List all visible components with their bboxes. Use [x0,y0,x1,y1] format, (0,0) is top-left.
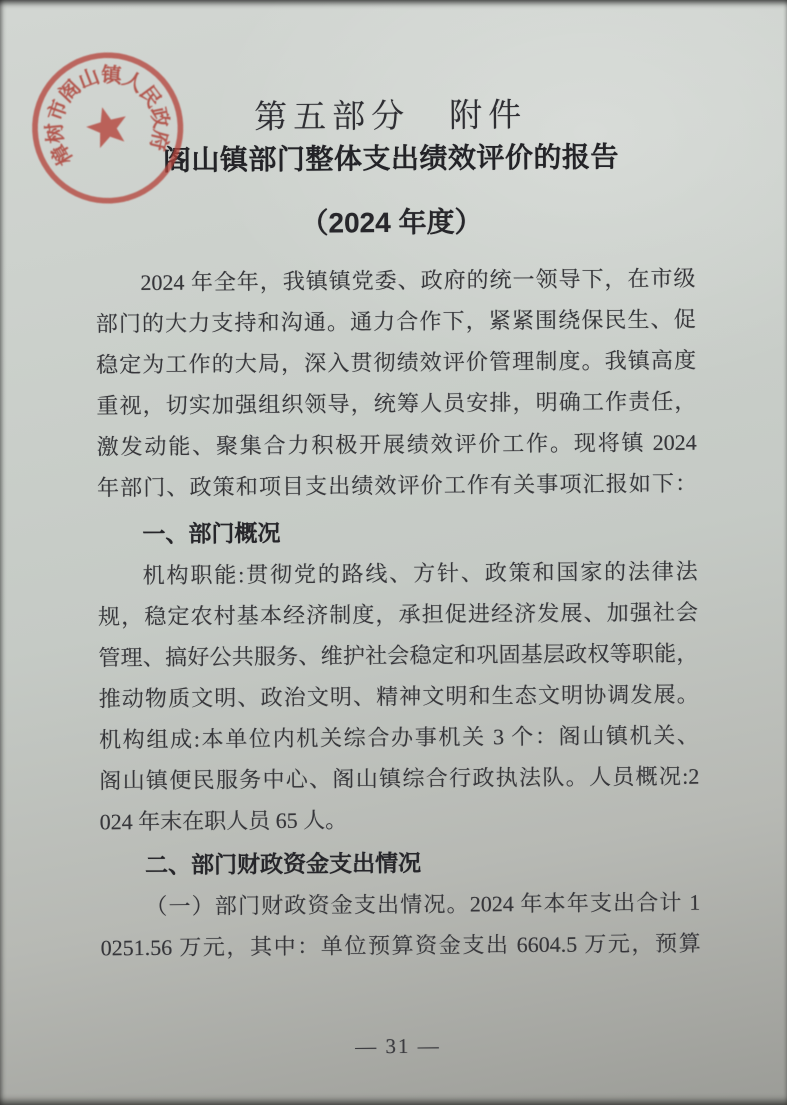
body-line: 0251.56 万元，其中：单位预算资金支出 6604.5 万元，预算 [100,930,701,961]
body-line: 2024 年全年，我镇镇党委、政府的统一领导下，在市级 [140,265,696,296]
body-line: 规，稳定农村基本经济制度，承担促进经济发展、加强社会 [97,599,699,630]
report-title: 阁山镇部门整体支出绩效评价的报告 [162,141,620,176]
body-line: 稳定为工作的大局，深入贯彻绩效评价管理制度。我镇高度 [95,347,697,378]
body-text [95,258,701,969]
body-line: 阁山镇便民服务中心、阁山镇综合行政执法队。人员概况:2 [99,763,700,794]
seal-arc-text: 樟树市阁山镇人民政府 [43,64,172,169]
section-heading-2: 二、部门财政资金支出情况 [144,849,422,879]
body-line: 推动物质文明、政治文明、精神文明和生态文明协调发展。 [98,681,699,712]
body-line: 激发动能、聚集合力积极开展绩效评价工作。现将镇 2024 [96,429,697,460]
body-line: 机构职能:贯彻党的路线、方针、政策和国家的法律法 [142,558,698,589]
body-line: 年部门、政策和项目支出绩效评价工作有关事项汇报如下： [96,470,698,501]
body-line: （一）部门财政资金支出情况。2024 年本年支出合计 1 [145,889,701,920]
page-number: — 31 — [355,1033,441,1059]
star-icon [82,102,132,150]
body-line: 部门的大力支持和沟通。通力合作下，紧紧围绕保民生、促 [95,306,696,337]
body-line: 024 年末在职人员 65 人。 [99,807,348,835]
year-subtitle: （2024 年度） [300,206,483,239]
official-seal [13,35,203,225]
body-line: 重视，切实加强组织领导，统筹人员安排，明确工作责任， [96,388,697,419]
section-heading-1: 一、部门概况 [142,519,281,548]
body-line: 机构组成:本单位内机关综合办事机关 3 个：阁山镇机关、 [98,722,700,753]
body-line: 管理、搞好公共服务、维护社会稳定和巩固基层政权等职能， [98,640,699,671]
part-title: 第五部分 附件 [254,97,528,137]
